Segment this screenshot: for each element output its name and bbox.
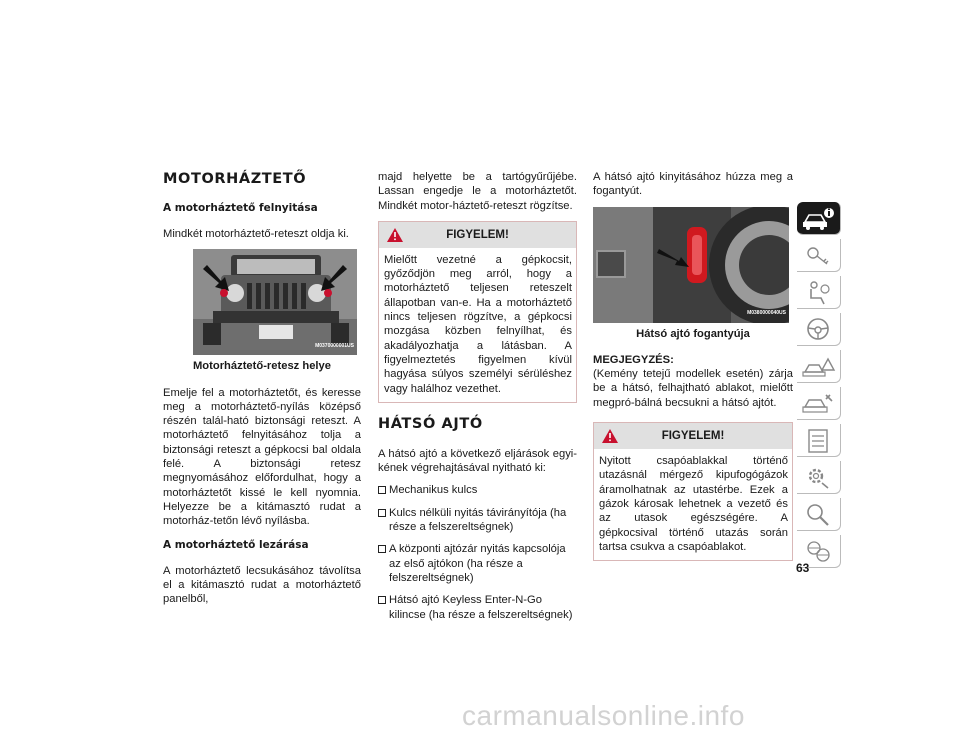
- checkbox-bullet-icon: [378, 486, 386, 494]
- tab-servicing[interactable]: [797, 387, 841, 420]
- warning-title: FIGYELEM!: [446, 228, 509, 241]
- figure-code: M0380000040US: [747, 310, 786, 317]
- liftgate-handle-figure: [593, 207, 789, 323]
- note-title: MEGJEGYZÉS:: [593, 353, 674, 366]
- warning-box: [378, 221, 577, 403]
- hood-latch-figure: [193, 249, 357, 355]
- chapter-tabs: [797, 202, 841, 572]
- list-item: Kulcs nélküli nyitás távirányítója (ha része a felszereltségnek): [378, 506, 577, 535]
- tab-keys[interactable]: [797, 239, 841, 272]
- key-icon: [797, 239, 840, 271]
- checkbox-bullet-icon: [378, 545, 386, 553]
- watermark: carmanualsonline.info: [462, 700, 745, 731]
- page-number: 63: [796, 561, 810, 575]
- tab-index[interactable]: [797, 498, 841, 531]
- warning-text: Mielőtt vezetné a gépkocsit, győződjön meg arról, hogy a motorháztető teljesen reteszelt állapotban van-e. Ha a motorháztető nincs teljesen rögzítve, a gépkocsi mozgása közben felnyílhat, és akadályozhatja a látásban. A figyelmeztetés figyelmen kívül hagyása súlyos személyi sérüléshez vagy halálhoz vezethet.: [384, 253, 572, 395]
- column-2: [378, 170, 577, 630]
- figure-code: M0370000001US: [315, 343, 354, 349]
- warning-title: FIGYELEM!: [661, 430, 725, 443]
- car-warning-icon: [797, 350, 840, 382]
- warning-text: Nyitott csapóablakkal történő utazásnál mérgező kipufogógázok áramolhatnak az utastérbe. Ezek a gázok károsak lehetnek a vezető és az utasok egészségére. A gépkocsival történő utazás során tartsa csukva a csapóablakot.: [599, 455, 788, 553]
- tab-getting-to-know[interactable]: [797, 202, 841, 235]
- section-heading-hood: MOTORHÁZTETŐ: [163, 171, 307, 187]
- column-1: [163, 170, 361, 614]
- paragraph: majd helyette be a tartógyűrűjébe. Lassan engedje le a motorháztetőt. Mindkét motor-háztető-reteszt rögzítse.: [378, 171, 577, 212]
- warning-triangle-icon: [387, 228, 403, 242]
- list-item: Hátsó ajtó Keyless Enter-N-Go kilincse (ha része a felszereltségnek): [378, 593, 577, 622]
- car-info-icon: [797, 202, 840, 234]
- tab-multimedia[interactable]: [797, 461, 841, 494]
- tab-emergency[interactable]: [797, 350, 841, 383]
- checklist-icon: [797, 424, 840, 456]
- section-heading-liftgate: HÁTSÓ AJTÓ: [378, 415, 483, 432]
- list-item: A központi ajtózár nyitás kapcsolója az első ajtókon (ha része a felszereltségnek): [378, 542, 577, 585]
- paragraph: Mindkét motorháztető-reteszt oldja ki.: [163, 228, 349, 240]
- checkbox-bullet-icon: [378, 596, 386, 604]
- warning-box: [593, 422, 793, 561]
- figure-caption: Motorháztető-retesz helye: [192, 360, 331, 373]
- warning-header: [594, 423, 792, 449]
- paragraph: Emelje fel a motorháztetőt, és keresse meg a motorháztető-nyílás középső részén talál-ható biztonsági reteszt. A motorháztető felnyitásához tolja a biztonsági reteszt a gépkocsi bal oldala felé. A biztonsági retesz megnyomásához előfordulhat, hogy a motorháztetőt kissé le kell nyomnia. Helyezze be a kitámasztó rudat a motorház-tetőn lévő nyílásba.: [163, 386, 361, 528]
- tab-safety[interactable]: [797, 276, 841, 309]
- gear-tools-icon: [797, 461, 840, 493]
- car-service-icon: [797, 387, 840, 419]
- paragraph: A hátsó ajtó a következő eljárások egyi-kének végrehajtásával nyitható ki:: [378, 447, 577, 475]
- open-methods-list: [378, 483, 577, 621]
- seat-airbag-icon: [797, 276, 840, 308]
- column-3: [593, 170, 793, 573]
- subheading-hood-open: A motorháztető felnyitása: [163, 202, 318, 214]
- paragraph: A hátsó ajtó kinyitásához húzza meg a fogantyút.: [593, 171, 793, 198]
- checkbox-bullet-icon: [378, 509, 386, 517]
- steering-wheel-icon: [797, 313, 840, 345]
- list-item: Mechanikus kulcs: [378, 483, 577, 497]
- subheading-hood-close: A motorháztető lezárása: [163, 538, 309, 551]
- warning-triangle-icon: [602, 429, 618, 443]
- tab-specifications[interactable]: [797, 424, 841, 457]
- warning-header: [379, 222, 576, 248]
- tab-driving[interactable]: [797, 313, 841, 346]
- magnifier-icon: [797, 498, 840, 530]
- figure-caption: Hátsó ajtó fogantyúja: [636, 327, 750, 340]
- note-text: (Kemény tetejű modellek esetén) zárja be a hátsó, felhajtható ablakot, mielőtt megpró-bálná becsukni a hátsó ajtót.: [593, 368, 793, 409]
- paragraph: A motorháztető lecsukásához távolítsa el a kitámasztó rudat a motorháztető panelből,: [163, 564, 361, 606]
